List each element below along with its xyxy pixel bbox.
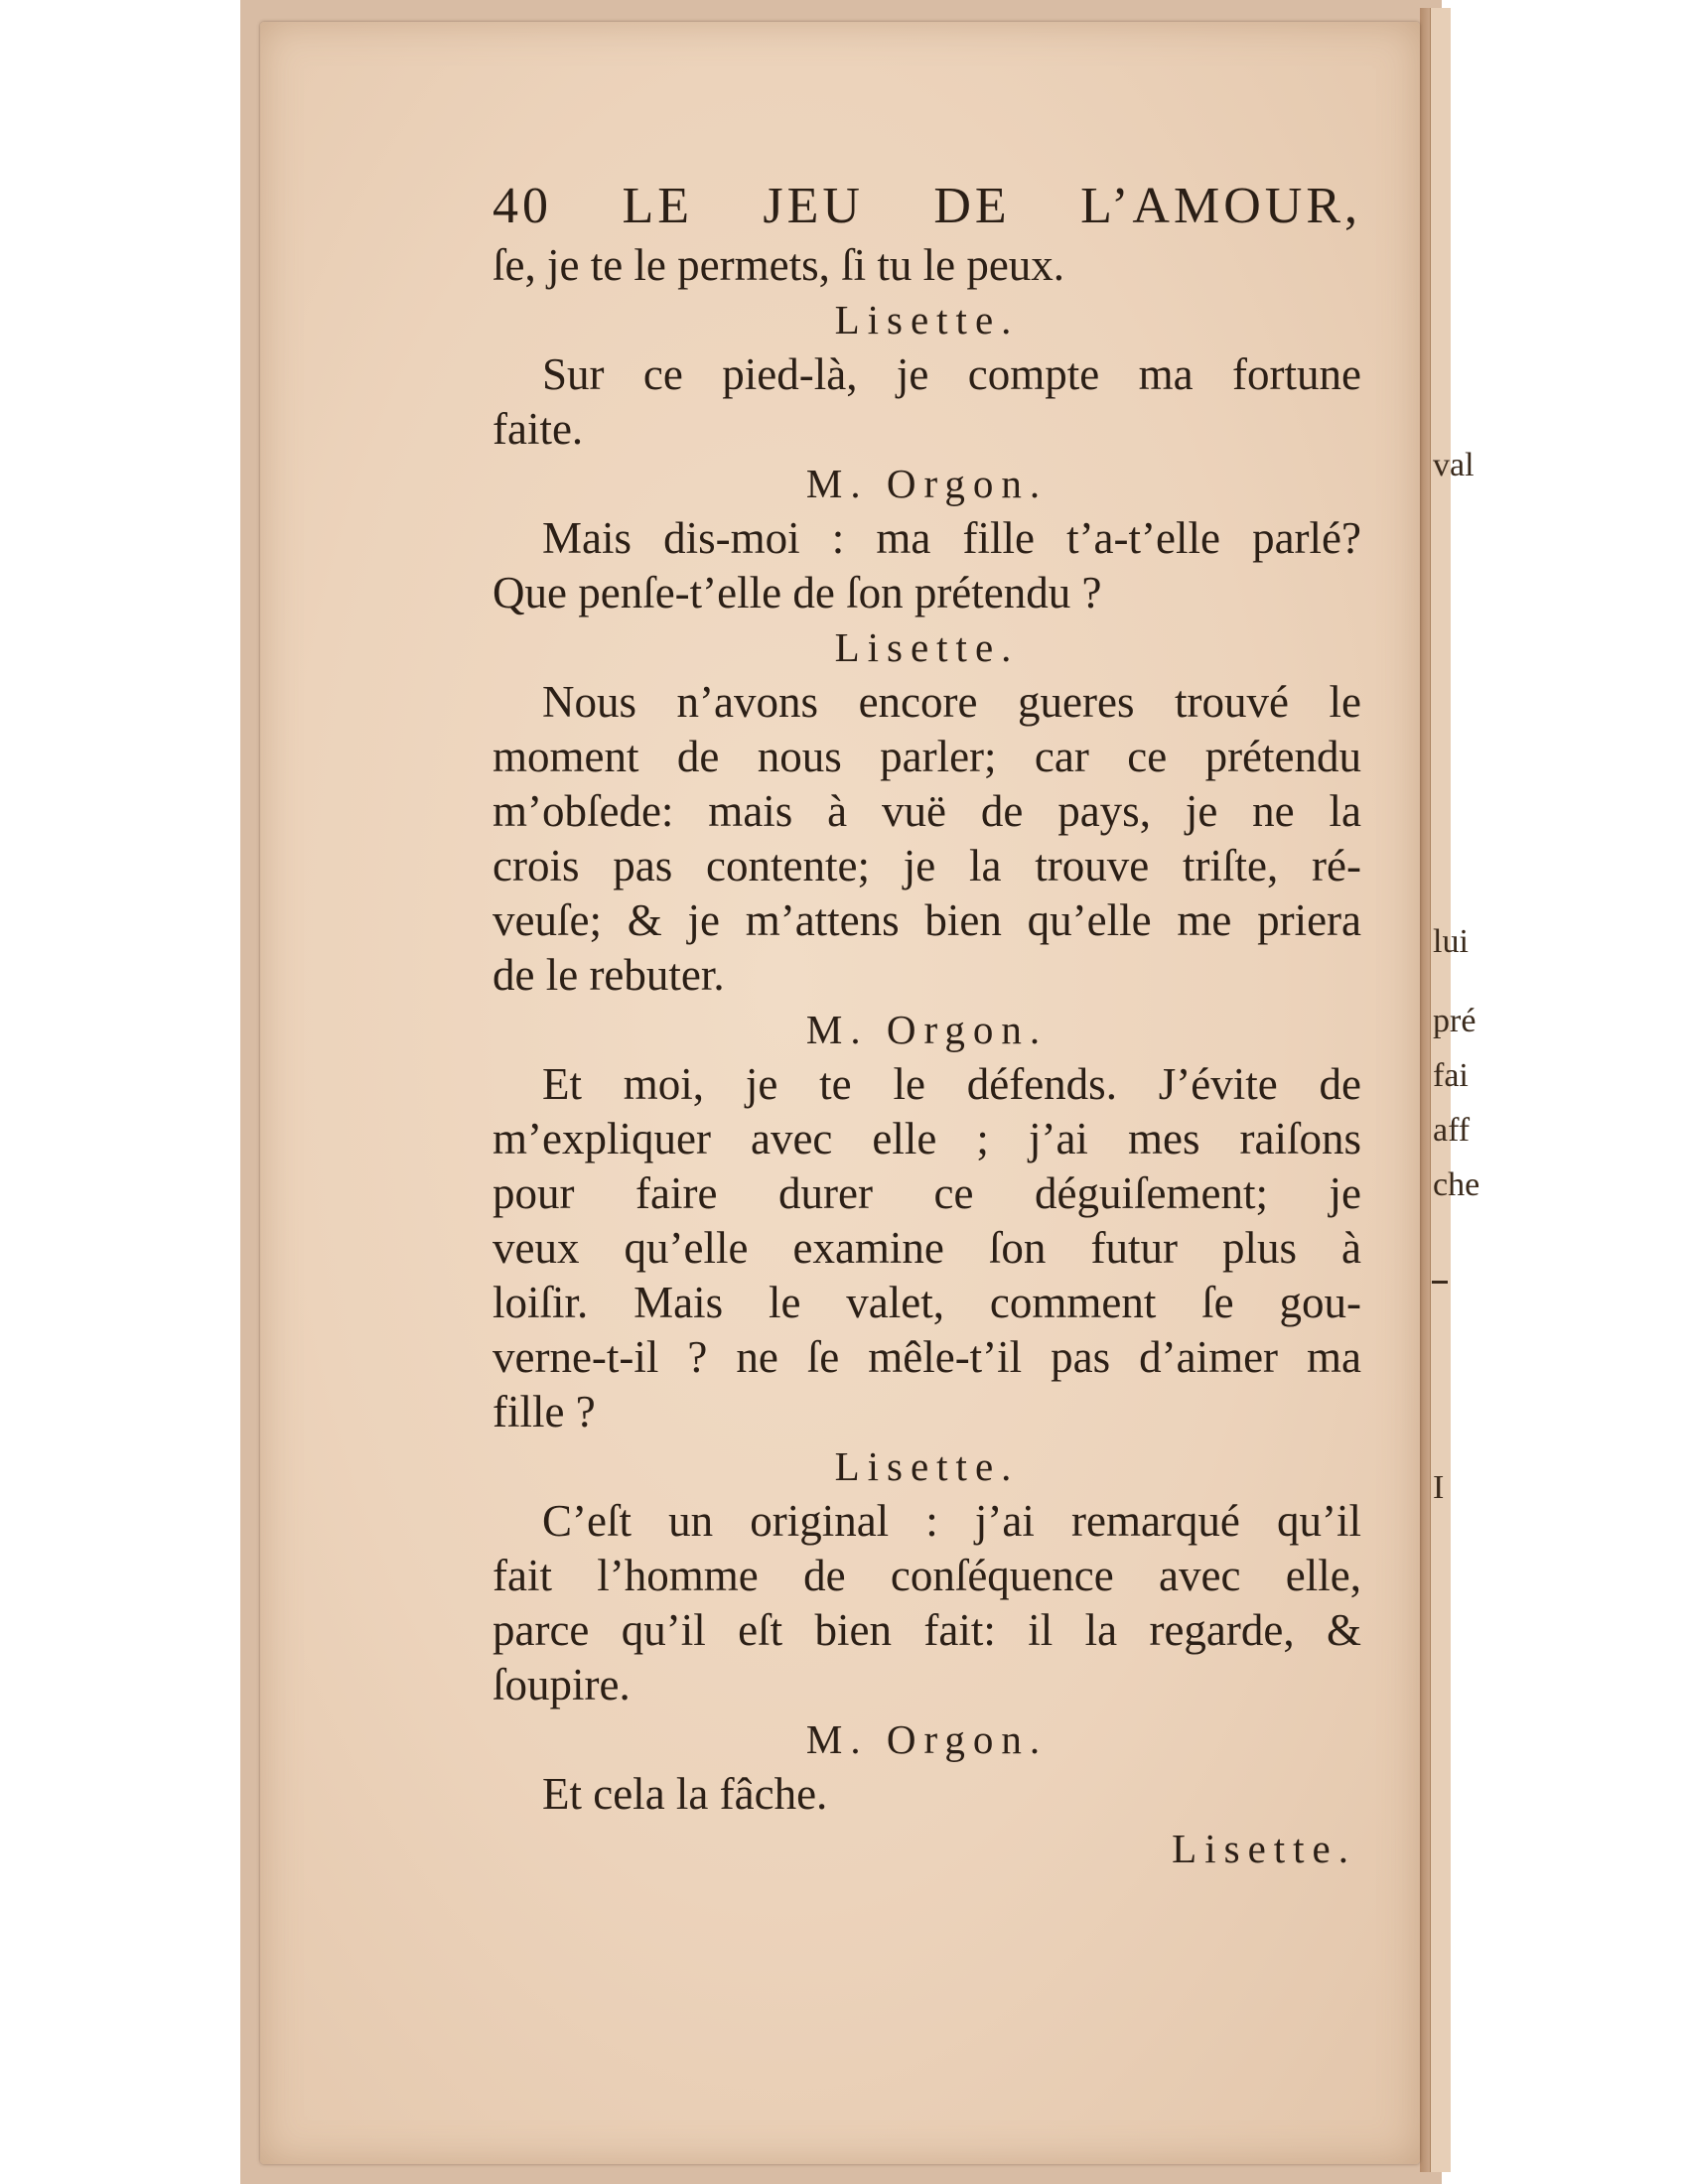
speaker-name: M. Orgon. bbox=[805, 1716, 1049, 1762]
facing-page-fragment: I bbox=[1433, 1469, 1445, 1506]
dialogue-line: Mais dis-moi : ma fille t’a-t’elle parlé? bbox=[542, 513, 1361, 563]
facing-page-fragment: pré bbox=[1433, 1003, 1477, 1039]
dialogue-line: pour faire durer ce déguiſement; je bbox=[492, 1168, 1361, 1218]
facing-page-rule bbox=[1432, 1281, 1448, 1284]
dialogue-line: de le rebuter. bbox=[492, 950, 725, 1000]
dialogue-line: crois pas contente; je la trouve triſte, ré- bbox=[492, 841, 1361, 890]
dialogue-line: verne-t-il ? ne ſe mêle-t’il pas d’aimer ma bbox=[492, 1332, 1361, 1382]
facing-page-fragment: fai bbox=[1433, 1057, 1469, 1094]
dialogue-line: Que penſe-t’elle de ſon prétendu ? bbox=[492, 568, 1102, 617]
facing-page-fragment: lui bbox=[1433, 923, 1469, 960]
dialogue-line: m’obſede: mais à vuë de pays, je ne la bbox=[492, 786, 1361, 836]
dialogue-line: Sur ce pied-là, je compte ma fortune bbox=[542, 349, 1361, 399]
page-number: 40 bbox=[492, 178, 552, 234]
facing-page-fragment: val bbox=[1433, 447, 1475, 483]
speaker-name: Lisette. bbox=[834, 297, 1020, 342]
dialogue-line: Et moi, je te le défends. J’évite de bbox=[542, 1059, 1361, 1109]
dialogue-line: loiſir. Mais le valet, comment ſe gou- bbox=[492, 1278, 1361, 1327]
speaker-name: M. Orgon. bbox=[805, 1007, 1049, 1052]
dialogue-line: fille ? bbox=[492, 1387, 596, 1436]
speaker-name: M. Orgon. bbox=[805, 461, 1049, 506]
dialogue-line: veuſe; & je m’attens bien qu’elle me priera bbox=[492, 895, 1361, 945]
speaker-name: Lisette. bbox=[834, 624, 1020, 670]
dialogue-line: C’eſt un original : j’ai remarqué qu’il bbox=[542, 1496, 1361, 1546]
dialogue-line: m’expliquer avec elle ; j’ai mes raiſons bbox=[492, 1114, 1361, 1163]
page-text-block bbox=[492, 175, 1361, 1876]
dialogue-line: Et cela la fâche. bbox=[542, 1769, 828, 1819]
dialogue-line: Nous n’avons encore gueres trouvé le bbox=[542, 677, 1361, 727]
facing-page-fragment: che bbox=[1433, 1166, 1480, 1203]
dialogue-lines bbox=[492, 238, 1361, 1876]
dialogue-line: parce qu’il eſt bien fait: il la regarde, & bbox=[492, 1605, 1361, 1655]
catchword: Lisette. bbox=[1172, 1826, 1356, 1871]
running-header bbox=[492, 175, 1361, 238]
running-title: LE JEU DE L’AMOUR, bbox=[622, 178, 1362, 234]
dialogue-line: fait l’homme de conſéquence avec elle, bbox=[492, 1551, 1361, 1600]
speaker-name: Lisette. bbox=[834, 1443, 1020, 1489]
dialogue-line: ſe, je te le permets, ſi tu le peux. bbox=[492, 240, 1065, 290]
dialogue-line: faite. bbox=[492, 404, 584, 454]
dialogue-line: moment de nous parler; car ce prétendu bbox=[492, 732, 1361, 781]
facing-page-fragment: aff bbox=[1433, 1112, 1471, 1149]
dialogue-line: ſoupire. bbox=[492, 1660, 631, 1709]
dialogue-line: veux qu’elle examine ſon futur plus à bbox=[492, 1223, 1361, 1273]
